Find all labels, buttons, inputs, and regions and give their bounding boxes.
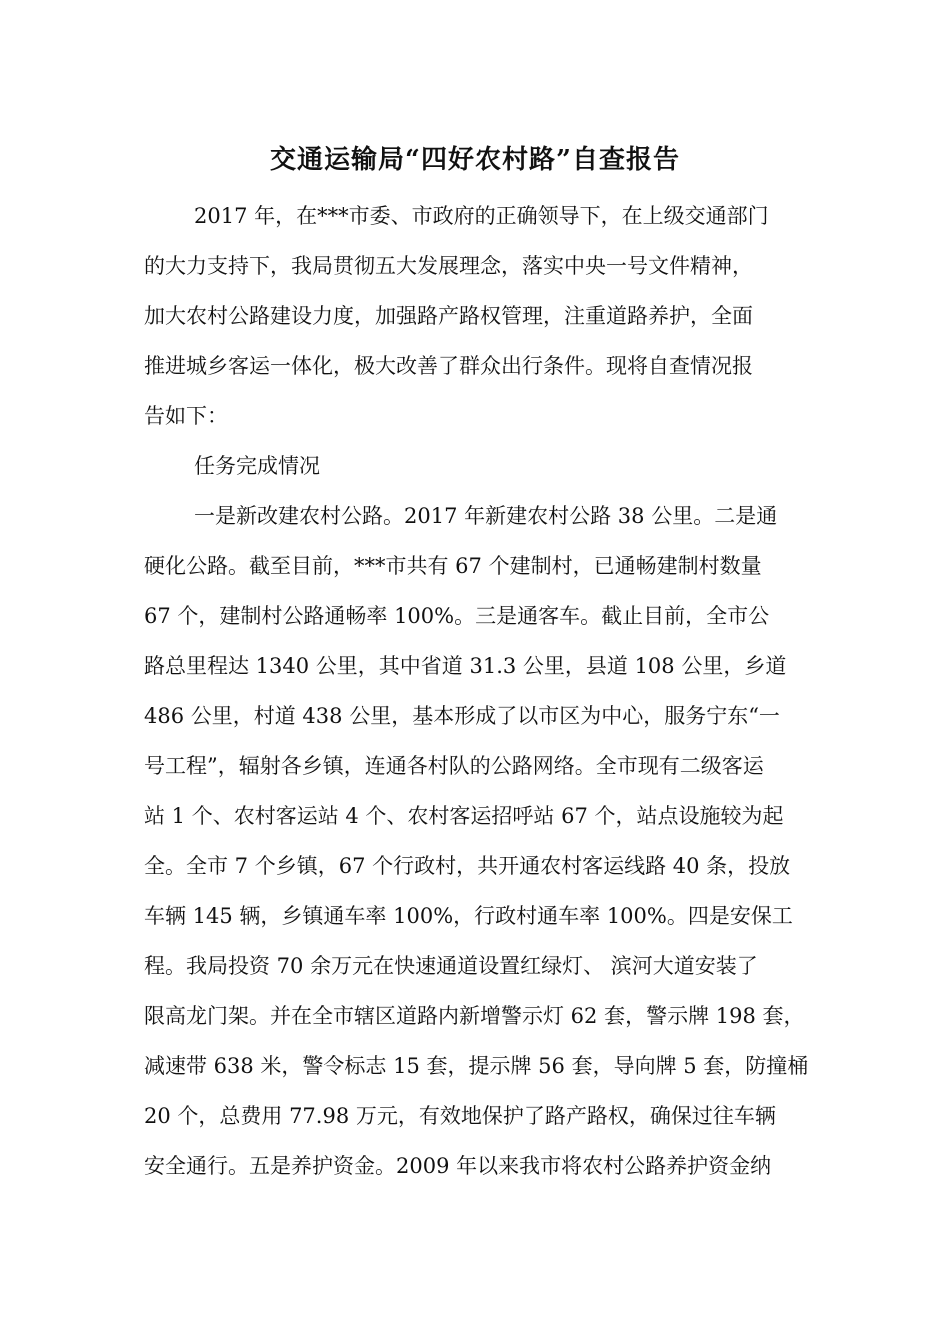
paragraph-line: 推进城乡客运一体化，极大改善了群众出行条件。现将自查情况报 xyxy=(144,354,753,378)
paragraph-line: 硬化公路。截至目前，***市共有 67 个建制村，已通畅建制村数量 xyxy=(144,554,762,578)
paragraph-line: 车辆 145 辆，乡镇通车率 100%，行政村通车率 100%。四是安保工 xyxy=(144,904,793,928)
paragraph-line: 全。全市 7 个乡镇，67 个行政村，共开通农村客运线路 40 条，投放 xyxy=(144,854,791,878)
document-title: 交通运输局“四好农村路”自查报告 xyxy=(270,145,680,175)
paragraph-line: 程。我局投资 70 余万元在快速通道设置红绿灯、 滨河大道安装了 xyxy=(144,954,758,978)
paragraph-line: 一是新改建农村公路。2017 年新建农村公路 38 公里。二是通 xyxy=(194,504,778,528)
paragraph-line: 告如下： xyxy=(144,404,228,428)
paragraph-line: 路总里程达 1340 公里，其中省道 31.3 公里，县道 108 公里，乡道 xyxy=(144,654,787,678)
paragraph-line: 安全通行。五是养护资金。2009 年以来我市将农村公路养护资金纳 xyxy=(144,1154,772,1178)
paragraph-line: 减速带 638 米，警令标志 15 套，提示牌 56 套，导向牌 5 套，防撞桶 xyxy=(144,1054,809,1078)
paragraph-line: 的大力支持下，我局贯彻五大发展理念，落实中央一号文件精神， xyxy=(144,254,753,278)
paragraph-line: 号工程”，辐射各乡镇，连通各村队的公路网络。全市现有二级客运 xyxy=(144,754,764,778)
paragraph-line: 站 1 个、农村客运站 4 个、农村客运招呼站 67 个，站点设施较为起 xyxy=(144,804,784,828)
section-heading: 任务完成情况 xyxy=(194,454,320,478)
paragraph-line: 加大农村公路建设力度，加强路产路权管理，注重道路养护，全面 xyxy=(144,304,753,328)
paragraph-line: 20 个，总费用 77.98 万元，有效地保护了路产路权，确保过往车辆 xyxy=(144,1104,776,1128)
paragraph-line: 486 公里，村道 438 公里，基本形成了以市区为中心，服务宁东“一 xyxy=(144,704,780,728)
paragraph-line: 67 个，建制村公路通畅率 100%。三是通客车。截止目前，全市公 xyxy=(144,604,770,628)
paragraph-line: 2017 年，在***市委、市政府的正确领导下，在上级交通部门 xyxy=(194,204,769,228)
paragraph-line: 限高龙门架。并在全市辖区道路内新增警示灯 62 套，警示牌 198 套， xyxy=(144,1004,805,1028)
